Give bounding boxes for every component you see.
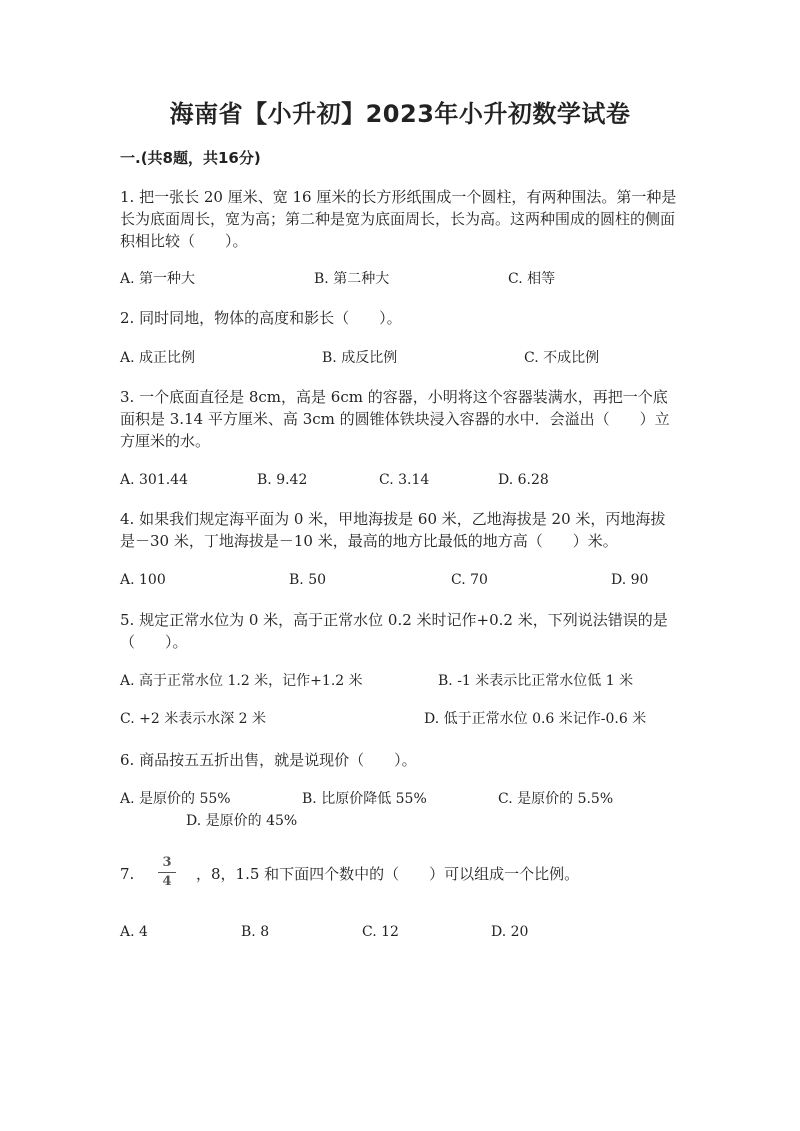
question-7: ，8，1.5 和下面四个数中的（ ）可以组成一个比例。 [196, 865, 580, 883]
q7-option-b: B. 8 [241, 924, 270, 940]
q4-option-a: A. 100 [120, 572, 166, 588]
question-6: 6. 商品按五五折出售，就是说现价（ ）。 [120, 751, 417, 769]
q6-option-d: D. 是原价的 45% [186, 813, 298, 829]
exam-title: 海南省【小升初】2023年小升初数学试卷 [169, 100, 631, 128]
q2-option-b: B. 成反比例 [322, 350, 398, 366]
q4-option-d: D. 90 [611, 572, 649, 588]
question-2: 2. 同时同地，物体的高度和影长（ ）。 [120, 309, 402, 327]
q3-option-a: A. 301.44 [120, 472, 188, 488]
q4-option-b: B. 50 [289, 572, 327, 588]
fraction-numerator: 3 [162, 855, 172, 870]
fraction-denominator: 4 [162, 874, 172, 889]
q2-option-c: C. 不成比例 [524, 350, 600, 366]
question-1: 1. 把一张长 20 厘米、宽 16 厘米的长方形纸围成一个圆柱，有两种围法。第一种是长为底面周长，宽为高；第二种是宽为底面周长，长为高。这两种围成的圆柱的侧面积相比较（ ）。 [120, 188, 677, 250]
q6-option-c: C. 是原价的 5.5% [498, 791, 614, 807]
q2-option-a: A. 成正比例 [120, 350, 196, 366]
fraction-bar [158, 872, 176, 873]
q3-option-d: D. 6.28 [498, 472, 549, 488]
question-5: 5. 规定正常水位为 0 米，高于正常水位 0.2 米时记作+0.2 米，下列说法错误的是（ ）。 [120, 611, 668, 651]
q6-option-a: A. 是原价的 55% [120, 791, 231, 807]
question-4: 4. 如果我们规定海平面为 0 米，甲地海拔是 60 米，乙地海拔是 20 米，丙地海拔是－30 米，丁地海拔是－10 米，最高的地方比最低的地方高（ ）米。 [120, 510, 666, 550]
section-heading: 一.(共8题，共16分) [120, 149, 261, 167]
q5-option-b: B. -1 米表示比正常水位低 1 米 [438, 673, 634, 689]
q7-option-c: C. 12 [362, 924, 399, 940]
q4-option-c: C. 70 [451, 572, 488, 588]
q5-option-a: A. 高于正常水位 1.2 米，记作+1.2 米 [120, 673, 363, 689]
q1-option-a: A. 第一种大 [120, 271, 196, 287]
q1-option-c: C. 相等 [508, 271, 556, 287]
question-3: 3. 一个底面直径是 8cm，高是 6cm 的容器，小明将这个容器装满水，再把一个底面积是 3.14 平方厘米、高 3cm 的圆锥体铁块浸入容器的水中．会溢出（ ）立方厘米的水。 [120, 388, 670, 450]
q3-option-c: C. 3.14 [379, 472, 430, 488]
fraction-three-quarters [158, 855, 176, 890]
q5-option-c: C. +2 米表示水深 2 米 [120, 711, 267, 727]
q3-option-b: B. 9.42 [257, 472, 308, 488]
question-7-number: 7. [120, 865, 135, 883]
q1-option-b: B. 第二种大 [314, 271, 390, 287]
q6-option-b: B. 比原价降低 55% [302, 791, 427, 807]
q7-option-d: D. 20 [491, 924, 529, 940]
q7-option-a: A. 4 [120, 924, 148, 940]
q5-option-d: D. 低于正常水位 0.6 米记作-0.6 米 [424, 711, 647, 727]
